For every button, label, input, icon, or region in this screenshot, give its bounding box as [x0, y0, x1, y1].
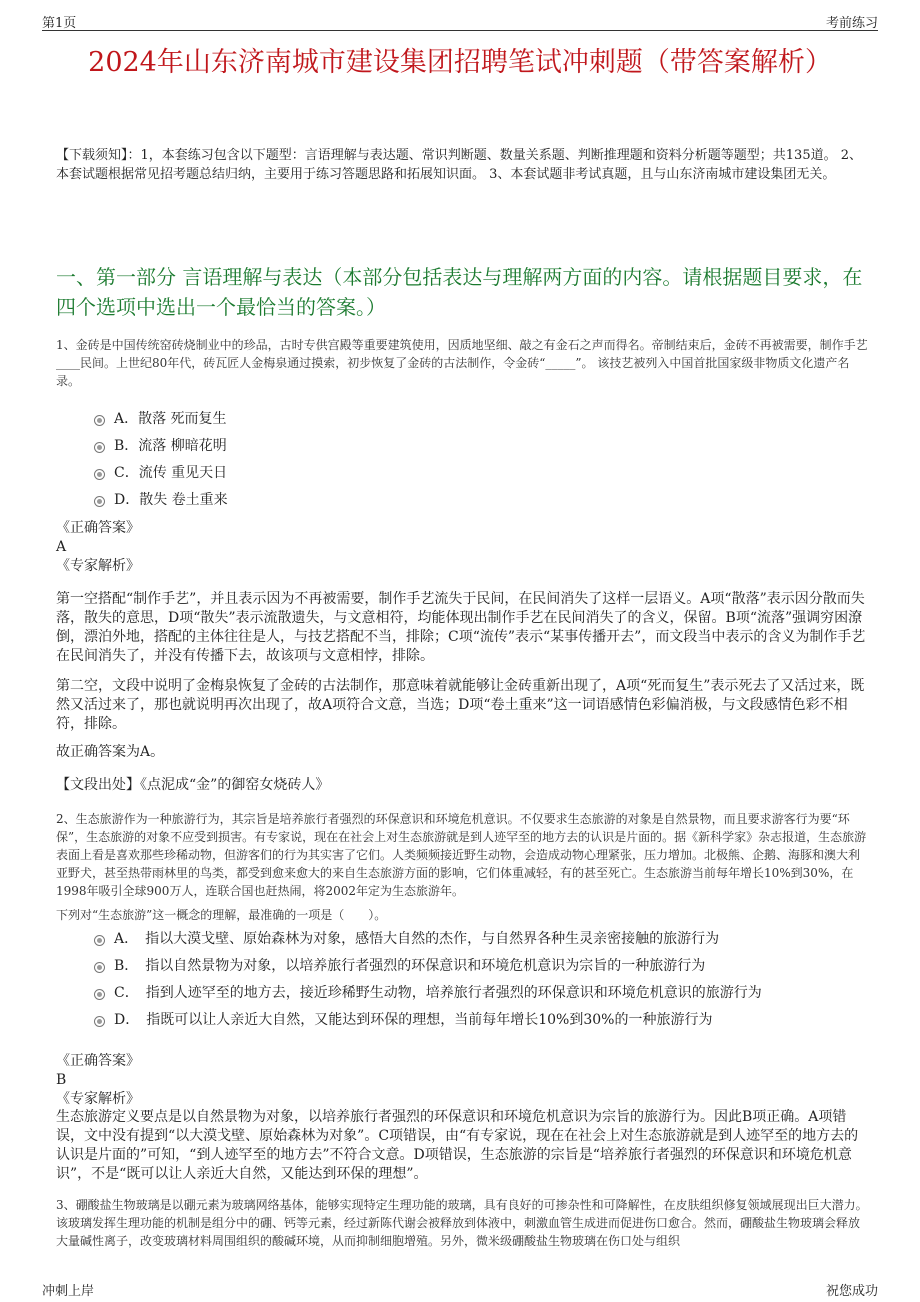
header-tag: 考前练习 [825, 16, 878, 31]
answer-value: B [56, 1072, 67, 1088]
answer-label: 《正确答案》 [56, 1053, 140, 1069]
option-c[interactable]: C． 指到人迹罕至的地方去，接近珍稀野生动物，培养旅行者强烈的环保意识和环境危机意识的旅游行为 [94, 983, 874, 1010]
footer-right: 祝您成功 [825, 1284, 878, 1299]
option-b[interactable]: B． 指以自然景物为对象，以培养旅行者强烈的环保意识和环境危机意识为宗旨的一种旅游行为 [94, 956, 874, 983]
radio-icon[interactable] [94, 496, 105, 507]
radio-icon[interactable] [94, 442, 105, 453]
radio-icon[interactable] [94, 989, 105, 1000]
question-2-options [94, 929, 874, 1037]
question-1-stem: 1、金砖是中国传统窑砖烧制业中的珍品，古时专供宫殿等重要建筑使用，因质地坚细、敲之有金石之声而得名。帝制结束后，金砖不再被需要，制作手艺 ____民间。上世纪80年代，砖瓦匠人金梅泉通过摸索，初步恢复了金砖的古法制作，令金砖“_____”。 该技艺被列入中国首批国家级非物质文化遗产名录。 [56, 338, 868, 388]
question-2-stem: 2、生态旅游作为一种旅游行为，其宗旨是培养旅行者强烈的环保意识和环境危机意识。不仅要求生态旅游的对象是自然景物，而且要求游客行为要“环保”，生态旅游的对象不应受到损害。有专家说，现在在社会上对生态旅游就是到人迹罕至的地方去的认识是片面的。据《新科学家》杂志报道，生态旅游表面上看是喜欢那些珍稀动物，但游客们的行为其实害了它们。人类频频接近野生动物，会造成动物心理紧张，压力增加。北极熊、企鹅、海豚和澳大利亚野犬，甚至热带雨林里的鸟类，都受到愈来愈大的来自生态旅游方面的影响，它们体重减轻，有的甚至死亡。生态旅游当前每年增长10%到30%，在1998年吸引全球900万人，连联合国也赶热闹，将2002年定为生态旅游年。 [56, 812, 867, 898]
analysis-conclusion: 故正确答案为A。 [56, 744, 165, 760]
radio-icon[interactable] [94, 415, 105, 426]
radio-icon[interactable] [94, 935, 105, 946]
source-note: 【文段出处】《点泥成“金”的御窑女烧砖人》 [56, 777, 330, 793]
option-d[interactable]: D． 指既可以让人亲近大自然，又能达到环保的理想，当前每年增长10%到30%的一种旅游行为 [94, 1010, 874, 1037]
answer-label: 《正确答案》 [56, 520, 140, 536]
radio-icon[interactable] [94, 962, 105, 973]
option-a[interactable]: A． 指以大漠戈壁、原始森林为对象，感悟大自然的杰作，与自然界各种生灵亲密接触的旅游行为 [94, 929, 874, 956]
question-2-ask: 下列对“生态旅游”这一概念的理解，最准确的一项是（ ）。 [56, 908, 387, 922]
option-b[interactable]: B．流落 柳暗花明 [94, 436, 874, 463]
analysis-label: 《专家解析》 [56, 558, 140, 574]
analysis-paragraph: 第一空搭配“制作手艺”，并且表示因为不再被需要，制作手艺流失于民间，在民间消失了这样一层语义。A项“散落”表示因分散而失落，散失的意思，D项“散失”表示流散遗失，与文意相符，均能体现出制作手艺在民间消失了的含义，保留。B项“流落”强调穷困潦倒，漂泊外地，搭配的主体往往是人，与技艺搭配不当，排除；C项“流传”表示“某事传播开去”，而文段当中表示的含义为制作手艺在民间消失了，并没有传播下去，故该项与文意相悖，排除。 [56, 591, 866, 664]
download-notice: 【下载须知】：1，本套练习包含以下题型：言语理解与表达题、常识判断题、数量关系题、判断推理题和资料分析题等题型；共135道。 2、本套试题根据常见招考题总结归纳，主要用于练习答题思路和拓展知识面。 3、本套试题非考试真题，且与山东济南城市建设集团无关。 [56, 148, 862, 182]
page-footer [42, 1278, 878, 1302]
option-d[interactable]: D．散失 卷土重来 [94, 490, 874, 517]
option-c[interactable]: C．流传 重见天日 [94, 463, 874, 490]
question-1-options [94, 409, 874, 517]
answer-value: A [56, 539, 67, 555]
analysis-paragraph: 生态旅游定义要点是以自然景物为对象，以培养旅行者强烈的环保意识和环境危机意识为宗旨的旅游行为。因此B项正确。A项错误，文中没有提到“以大漠戈壁、原始森林为对象”。C项错误，由“有专家说，现在在社会上对生态旅游就是到人迹罕至的地方去的认识是片面的”可知，“到人迹罕至的地方去”不符合文意。D项错误，生态旅游的宗旨是“培养旅行者强烈的环保意识和环境危机意识”，不是“既可以让人亲近大自然，又能达到环保的理想”。 [56, 1109, 859, 1182]
page-header [42, 0, 878, 31]
analysis-paragraph: 第二空，文段中说明了金梅泉恢复了金砖的古法制作，那意味着就能够让金砖重新出现了，A项“死而复生”表示死去了又活过来，既然又活过来了，那也就说明再次出现了，故A项符合文意，当选；D项“卷土重来”这一词语感情色彩偏消极，与文段感情色彩不相符，排除。 [56, 678, 865, 732]
radio-icon[interactable] [94, 1016, 105, 1027]
analysis-label: 《专家解析》 [56, 1091, 140, 1107]
question-3-stem: 3、硼酸盐生物玻璃是以硼元素为玻璃网络基体，能够实现特定生理功能的玻璃，具有良好的可掺杂性和可降解性，在皮肤组织修复领域展现出巨大潜力。该玻璃发挥生理功能的机制是组分中的硼、钙等元素，经过新陈代谢会被释放到体液中，刺激血管生成进而促进伤口愈合。然而，硼酸盐生物玻璃会释放大量碱性离子，改变玻璃材料周围组织的酸碱环境，从而抑制细胞增殖。另外，微米级硼酸盐生物玻璃在伤口处与组织 [56, 1198, 868, 1248]
document-title: 2024年山东济南城市建设集团招聘笔试冲刺题（带答案解析） [88, 47, 832, 78]
radio-icon[interactable] [94, 469, 105, 480]
footer-left: 冲刺上岸 [42, 1284, 95, 1299]
page-number: 第1页 [42, 16, 77, 31]
section-heading: 一、第一部分 言语理解与表达（本部分包括表达与理解两方面的内容。请根据题目要求，在四个选项中选出一个最恰当的答案。） [56, 265, 863, 319]
option-a[interactable]: A．散落 死而复生 [94, 409, 874, 436]
